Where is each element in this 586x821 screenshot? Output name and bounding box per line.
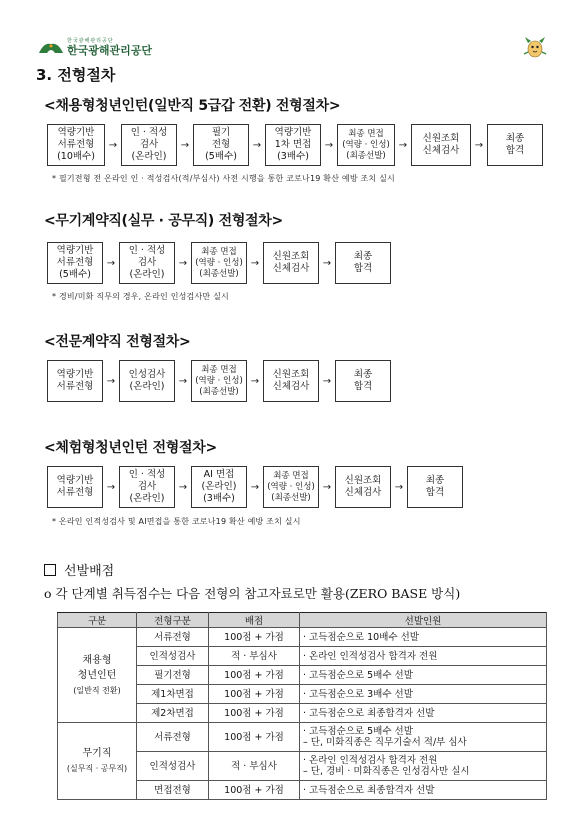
group-cell <box>58 723 137 800</box>
table-cell: 서류전형 <box>137 723 209 752</box>
flow-step: 신원조회 신체검사 <box>335 466 391 508</box>
table-cell: 인적성검사 <box>137 752 209 781</box>
process-flow-intern-conversion <box>47 124 543 166</box>
flow-step: 역량기반 서류전형 <box>47 466 103 508</box>
table-cell: · 고득점순으로 3배수 선발 <box>300 685 547 704</box>
column-header: 배점 <box>209 613 300 628</box>
table-cell: 제2차면접 <box>137 704 209 723</box>
group-label: 무기직 <box>82 748 112 759</box>
arrow-right-icon: → <box>252 139 262 151</box>
arrow-right-icon: → <box>250 481 260 493</box>
org-header <box>38 36 152 58</box>
process-note: * 온라인 인적성검사 및 AI면접을 통한 코로나19 확산 예방 조치 실시 <box>52 517 301 526</box>
arrow-right-icon: → <box>322 257 332 269</box>
process-note: * 필기전형 전 온라인 인 · 적성검사(적/부심사) 사전 시행을 통한 코로나19 확산 예방 조치 실시 <box>52 174 395 183</box>
group-cell <box>58 628 137 723</box>
table-cell: · 고득점순으로 5배수 선발 <box>300 666 547 685</box>
process-title-intern-conversion: <채용형청년인턴(일반직 5급갑 전환) 전형절차> <box>44 98 341 114</box>
group-sub-label: (실무직 · 공무직) <box>66 764 128 773</box>
selection-table <box>57 612 547 800</box>
arrow-right-icon: → <box>106 257 116 269</box>
arrow-right-icon: → <box>106 375 116 387</box>
table-cell: · 온라인 인적성검사 합격자 전원 <box>300 647 547 666</box>
process-title-permanent: <무기계약직(실무 · 공무직) 전형절차> <box>44 213 283 229</box>
arrow-right-icon: → <box>178 375 188 387</box>
process-flow-permanent <box>47 242 391 284</box>
table-cell: 적 · 부심사 <box>209 752 300 781</box>
arrow-right-icon: → <box>178 257 188 269</box>
selection-description: o 각 단계별 취득점수는 다음 전형의 참고자료로만 활용(ZERO BASE 방식) <box>44 586 461 601</box>
table-cell: 적 · 부심사 <box>209 647 300 666</box>
flow-step: 최종 합격 <box>335 360 391 402</box>
arrow-right-icon: → <box>322 375 332 387</box>
arrow-right-icon: → <box>180 139 190 151</box>
process-note: * 경비/미화 직무의 경우, 온라인 인성검사만 실시 <box>52 292 229 301</box>
table-cell: 필기전형 <box>137 666 209 685</box>
group-sub-label: (일반직 전환) <box>73 685 121 695</box>
flow-step: 최종 합격 <box>335 242 391 284</box>
flow-step: 역량기반 서류전형 <box>47 360 103 402</box>
table-cell: 100점 + 가점 <box>209 628 300 647</box>
arrow-right-icon: → <box>178 481 188 493</box>
table-cell: · 고득점순으로 10배수 선발 <box>300 628 547 647</box>
org-name: 한국광해관리공단 <box>67 43 153 57</box>
column-header: 전형구분 <box>137 613 209 628</box>
flow-step: AI 면접 (온라인) (3배수) <box>191 466 247 508</box>
table-cell: 제1차면접 <box>137 685 209 704</box>
table-cell: 100점 + 가점 <box>209 666 300 685</box>
column-header: 구분 <box>58 613 137 628</box>
flow-step: 신원조회 신체검사 <box>411 124 471 166</box>
flow-step: 신원조회 신체검사 <box>263 360 319 402</box>
org-name-small: 한국광해관리공단 <box>67 37 114 44</box>
flow-step: 역량기반 서류전형 (5배수) <box>47 242 103 284</box>
table-cell: 100점 + 가점 <box>209 704 300 723</box>
column-header: 선발인원 <box>300 613 547 628</box>
process-flow-experience-intern <box>47 466 463 508</box>
flow-step: 최종 합격 <box>407 466 463 508</box>
arrow-right-icon: → <box>322 481 332 493</box>
flow-step: 인 · 적성 검사 (온라인) <box>119 242 175 284</box>
flow-step: 역량기반 1차 면접 (3배수) <box>265 124 321 166</box>
process-title-contract: <전문계약직 전형절차> <box>44 334 191 350</box>
flow-step: 신원조회 신체검사 <box>263 242 319 284</box>
flow-step: 인 · 적성 검사 (온라인) <box>119 466 175 508</box>
arrow-right-icon: → <box>250 257 260 269</box>
org-logo-icon <box>38 40 64 54</box>
table-cell: 서류전형 <box>137 628 209 647</box>
checkbox-square-icon <box>44 564 56 576</box>
table-row <box>58 723 547 752</box>
flow-step: 최종 면접 (역량 · 인성) (최종선발) <box>263 466 319 508</box>
arrow-right-icon: → <box>324 139 334 151</box>
flow-step: 최종 면접 (역량 · 인성) (최종선발) <box>337 124 395 166</box>
flow-step: 최종 면접 (역량 · 인성) (최종선발) <box>191 242 247 284</box>
table-row <box>58 628 547 647</box>
arrow-right-icon: → <box>108 139 118 151</box>
table-cell: · 고득점순으로 5배수 선발 – 단, 미화직종은 직무기술서 적/부 심사 <box>300 723 547 752</box>
arrow-right-icon: → <box>250 375 260 387</box>
table-cell: 100점 + 가점 <box>209 781 300 800</box>
table-cell: · 고득점순으로 최종합격자 선발 <box>300 704 547 723</box>
selection-heading-text: 선발배점 <box>64 564 115 579</box>
flow-step: 최종 합격 <box>487 124 543 166</box>
selection-heading <box>44 560 114 579</box>
flow-step: 인 · 적성 검사 (온라인) <box>121 124 177 166</box>
group-label: 채용형 청년인턴 <box>77 654 117 681</box>
table-cell: · 온라인 인적성검사 합격자 전원 – 단, 경비 · 미화직종은 인성검사만 실시 <box>300 752 547 781</box>
arrow-right-icon: → <box>394 481 404 493</box>
process-flow-contract <box>47 360 391 402</box>
table-cell: 100점 + 가점 <box>209 685 300 704</box>
table-cell: · 고득점순으로 최종합격자 선발 <box>300 781 547 800</box>
flow-step: 최종 면접 (역량 · 인성) (최종선발) <box>191 360 247 402</box>
table-cell: 인적성검사 <box>137 647 209 666</box>
arrow-right-icon: → <box>474 139 484 151</box>
arrow-right-icon: → <box>398 139 408 151</box>
table-cell: 100점 + 가점 <box>209 723 300 752</box>
arrow-right-icon: → <box>106 481 116 493</box>
flow-step: 인성검사 (온라인) <box>119 360 175 402</box>
flow-step: 역량기반 서류전형 (10배수) <box>47 124 105 166</box>
flow-step: 필기 전형 (5배수) <box>193 124 249 166</box>
mascot-icon <box>522 34 548 60</box>
table-cell: 면접전형 <box>137 781 209 800</box>
process-title-experience-intern: <체험형청년인턴 전형절차> <box>44 440 217 456</box>
section-title: 3. 전형절차 <box>36 66 116 84</box>
